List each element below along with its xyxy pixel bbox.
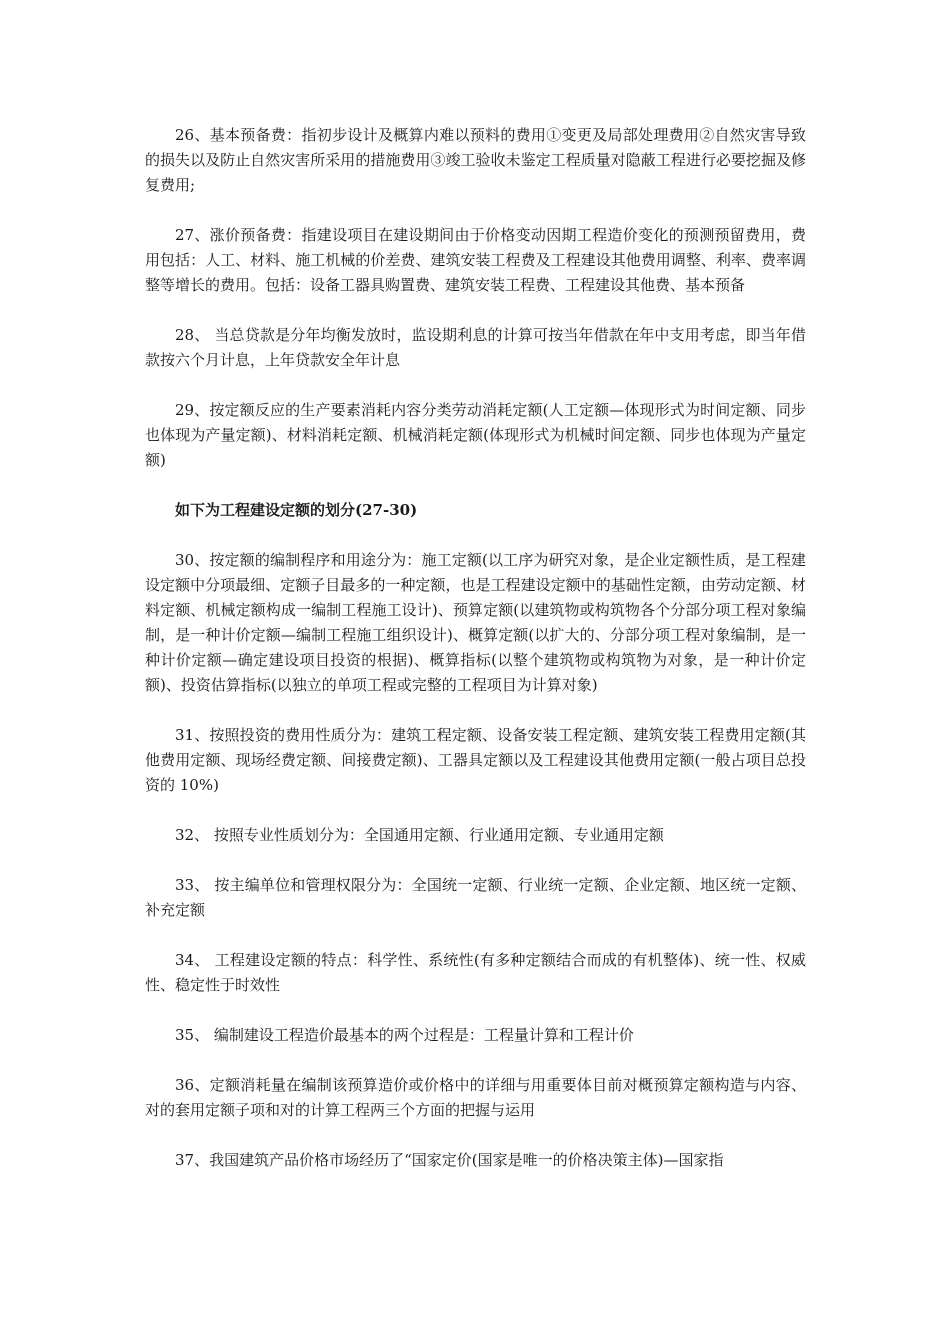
paragraph-31: 31、按照投资的费用性质分为：建筑工程定额、设备安装工程定额、建筑安装工程费用定额(其他费用定额、现场经费定额、间接费定额)、工器具定额以及工程建设其他费用定额(一般占项目总投资的 10%) — [145, 726, 806, 794]
paragraph-32: 32、 按照专业性质划分为：全国通用定额、行业通用定额、专业通用定额 — [175, 826, 664, 844]
paragraph-35: 35、 编制建设工程造价最基本的两个过程是：工程量计算和工程计价 — [175, 1026, 634, 1044]
paragraph-29: 29、按定额反应的生产要素消耗内容分类劳动消耗定额(人工定额—体现形式为时间定额、同步也体现为产量定额)、材料消耗定额、机械消耗定额(体现形式为机械时间定额、同步也体现为产量定额) — [145, 401, 806, 469]
document-page — [145, 123, 806, 1173]
paragraph-27: 27、涨价预备费：指建设项目在建设期间由于价格变动因期工程造价变化的预测预留费用，费用包括：人工、材料、施工机械的价差费、建筑安装工程费及工程建设其他费用调整、利率、费率调整等增长的费用。包括：设备工器具购置费、建筑安装工程费、工程建设其他费、基本预备 — [145, 226, 806, 294]
paragraph-28: 28、 当总贷款是分年均衡发放时，监设期利息的计算可按当年借款在年中支用考虑，即当年借款按六个月计息，上年贷款安全年计息 — [145, 326, 806, 369]
paragraph-34: 34、 工程建设定额的特点：科学性、系统性(有多种定额结合而成的有机整体)、统一性、权威性、稳定性于时效性 — [145, 951, 806, 994]
paragraph-30: 30、按定额的编制程序和用途分为：施工定额(以工序为研究对象，是企业定额性质，是工程建设定额中分项最细、定额子目最多的一种定额，也是工程建设定额中的基础性定额，由劳动定额、材料定额、机械定额构成一编制工程施工设计)、预算定额(以建筑物或构筑物各个分部分项工程对象编制，是一种计价定额—编制工程施工组织设计)、概算定额(以扩大的、分部分项工程对象编制，是一种计价定额—确定建设项目投资的根据)、概算指标(以整个建筑物或构筑物为对象，是一种计价定额)、投资估算指标(以独立的单项工程或完整的工程项目为计算对象) — [145, 551, 806, 694]
paragraph-33: 33、 按主编单位和管理权限分为：全国统一定额、行业统一定额、企业定额、地区统一定额、补充定额 — [145, 876, 806, 919]
paragraph-36: 36、定额消耗量在编制该预算造价或价格中的详细与用重要体目前对概预算定额构造与内容、对的套用定额子项和对的计算工程两三个方面的把握与运用 — [145, 1076, 806, 1119]
section-heading: 如下为工程建设定额的划分(27-30) — [175, 501, 418, 519]
paragraph-37: 37、我国建筑产品价格市场经历了“国家定价(国家是唯一的价格决策主体)—国家指 — [175, 1151, 724, 1169]
paragraph-26: 26、基本预备费：指初步设计及概算内难以预料的费用①变更及局部处理费用②自然灾害导致的损失以及防止自然灾害所采用的措施费用③竣工验收未鉴定工程质量对隐蔽工程进行必要挖掘及修复费用; — [145, 126, 806, 194]
